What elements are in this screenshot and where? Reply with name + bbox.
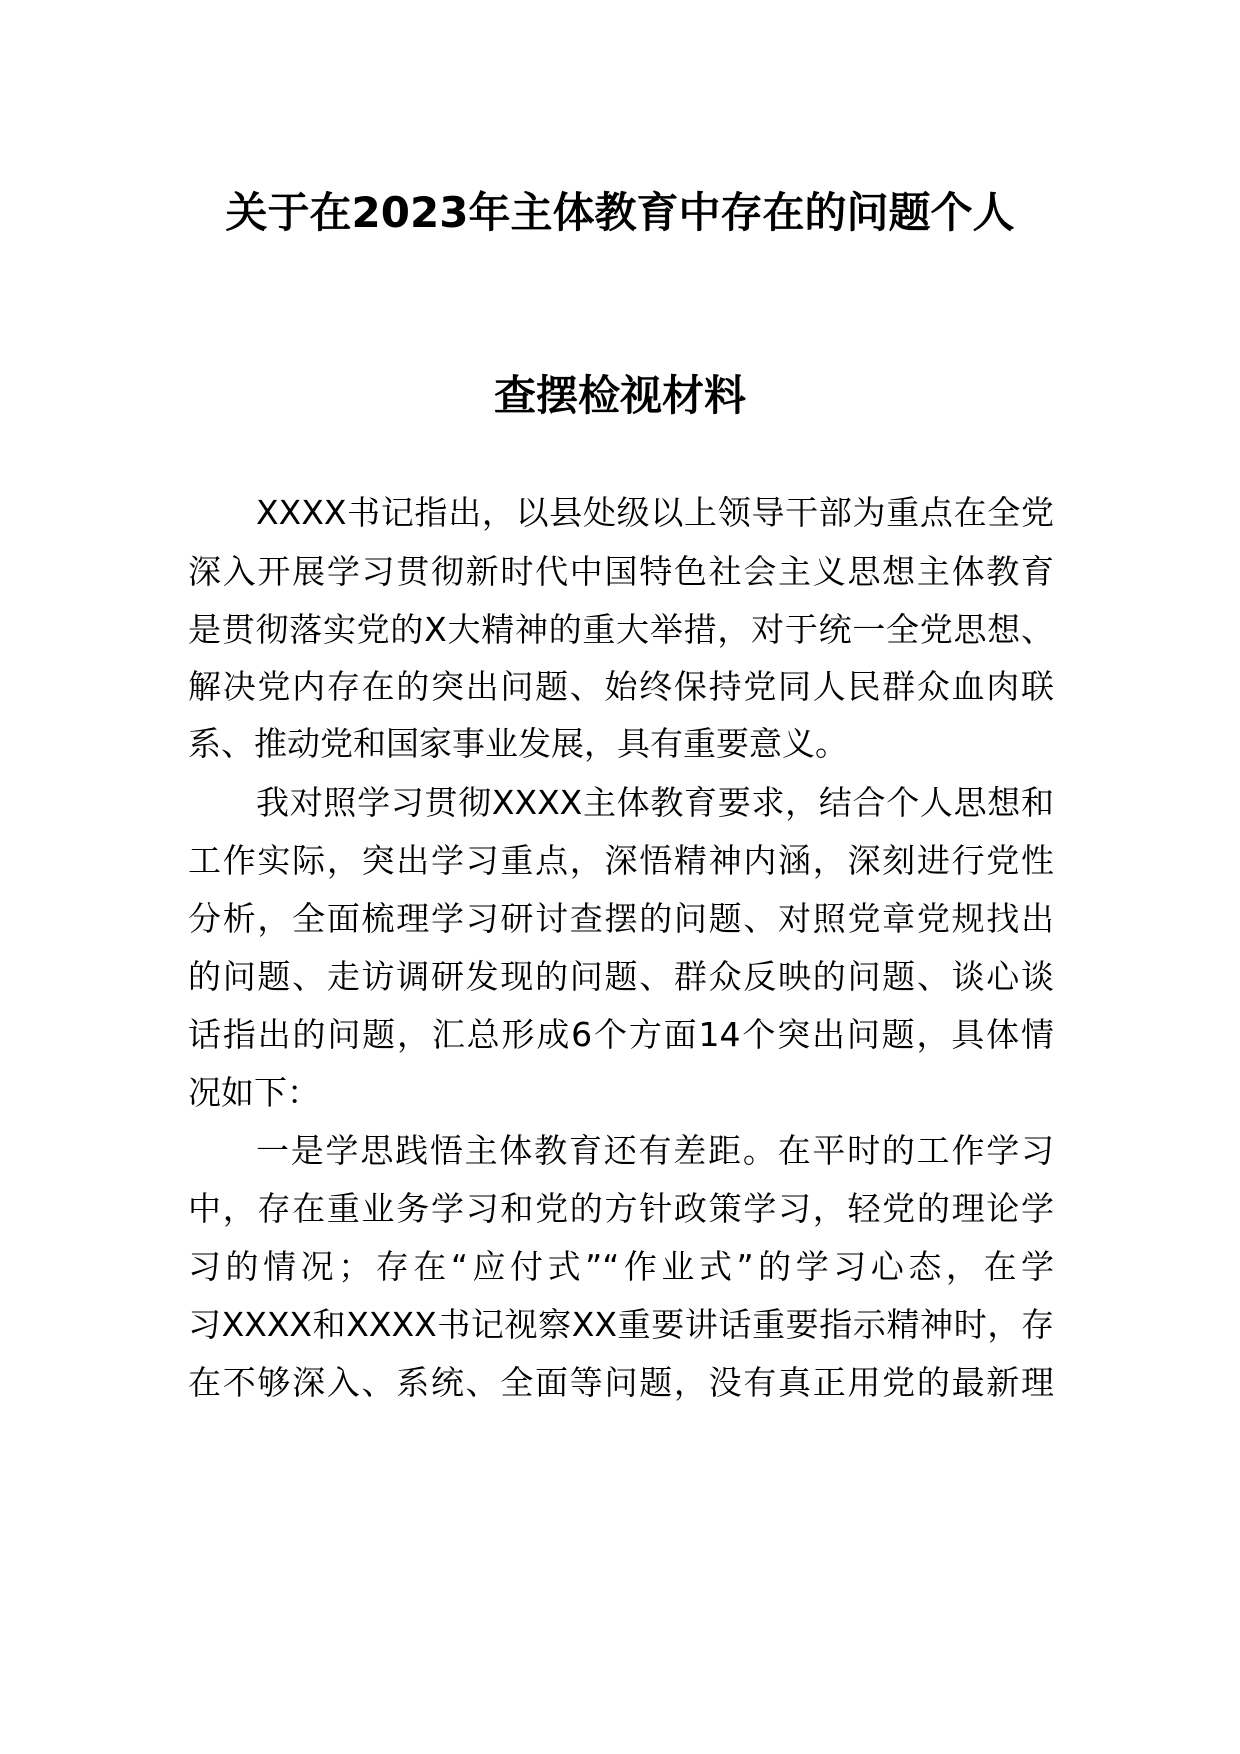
paragraph-3-line-3: 习的情况；存在“应付式”“作业式”的学习心态，在学 <box>188 1247 1054 1286</box>
paragraph-2-line-2: 工作实际，突出学习重点，深悟精神内涵，深刻进行党性 <box>188 841 1054 880</box>
paragraph-2-line-5: 话指出的问题，汇总形成6个方面14个突出问题，具体情 <box>188 1015 1054 1054</box>
paragraph-1-line-2: 深入开展学习贯彻新时代中国特色社会主义思想主体教育 <box>188 552 1054 591</box>
paragraph-1-line-3: 是贯彻落实党的X大精神的重大举措，对于统一全党思想、 <box>188 610 1054 649</box>
paragraph-2-line-4: 的问题、走访调研发现的问题、群众反映的问题、谈心谈 <box>188 957 1054 996</box>
paragraph-2-line-1: 我对照学习贯彻XXXX主体教育要求，结合个人思想和 <box>256 783 1054 822</box>
paragraph-1-line-4: 解决党内存在的突出问题、始终保持党同人民群众血肉联 <box>188 667 1054 706</box>
paragraph-1-line-1: XXXX书记指出，以县处级以上领导干部为重点在全党 <box>256 493 1054 532</box>
paragraph-2-line-6: 况如下： <box>188 1073 320 1112</box>
paragraph-3-line-4: 习XXXX和XXXX书记视察XX重要讲话重要指示精神时，存 <box>188 1305 1054 1344</box>
paragraph-3-line-2: 中，存在重业务学习和党的方针政策学习，轻党的理论学 <box>188 1189 1054 1228</box>
document-title-line-1: 关于在2023年主体教育中存在的问题个人 <box>225 188 1015 237</box>
paragraph-3-line-1: 一是学思践悟主体教育还有差距。在平时的工作学习 <box>256 1131 1054 1170</box>
paragraph-3-line-5: 在不够深入、系统、全面等问题，没有真正用党的最新理 <box>188 1363 1054 1402</box>
document-title-line-2: 查摆检视材料 <box>493 371 746 420</box>
paragraph-2-line-3: 分析，全面梳理学习研讨查摆的问题、对照党章党规找出 <box>188 899 1054 938</box>
paragraph-1-line-5: 系、推动党和国家事业发展，具有重要意义。 <box>188 724 848 763</box>
